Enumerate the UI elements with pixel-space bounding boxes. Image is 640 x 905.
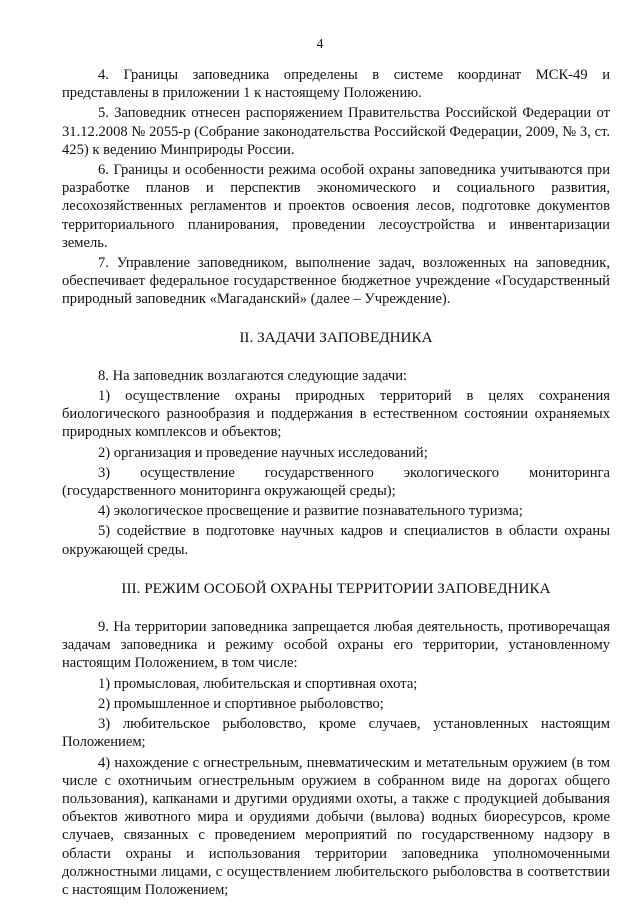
prohibition-item-4: 4) нахождение с огнестрельным, пневматическим и метательным оружием (в том числе с охотничьим огнестрельным оружием в собранном виде на дорогах общего пользования), капканами и другими орудиями охоты, а также с продукцией добывания объектов животного мира и орудиями добычи (вылова) водных биоресурсов, кроме случаев, связанных с проведением мероприятий по государственному надзору в области охраны и использования территории заповедника уполномоченными должностными лицами, с осуществлением любительского рыболовства в соответствии с настоящим Положением; — [62, 754, 610, 898]
task-item-3: 3) осуществление государственного экологического мониторинга (государственного мониторинга окружающей среды); — [62, 464, 610, 500]
prohibition-item-3: 3) любительское рыболовство, кроме случаев, установленных настоящим Положением; — [62, 716, 610, 751]
paragraph-6: 6. Границы и особенности режима особой охраны заповедника учитываются при разработке планов и перспектив экономического и социального развития, лесохозяйственных регламентов и проектов освоения лесов, подготовке документов территориального планирования, проведении лесоустройства и инвентаризации земель. — [62, 162, 610, 251]
document-body — [62, 66, 610, 901]
paragraph-9: 9. На территории заповедника запрещается любая деятельность, противоречащая задачам заповедника и режиму особой охраны его территории, установленному настоящим Положением, в том числе: — [62, 619, 610, 672]
prohibition-item-1: 1) промысловая, любительская и спортивная охота; — [98, 675, 418, 692]
section-heading-2: II. ЗАДАЧИ ЗАПОВЕДНИКА — [239, 328, 433, 346]
task-item-5: 5) содействие в подготовке научных кадров и специалистов в области охраны окружающей среды. — [62, 523, 610, 558]
paragraph-8: 8. На заповедник возлагаются следующие задачи: — [98, 367, 408, 384]
section-heading-3: III. РЕЖИМ ОСОБОЙ ОХРАНЫ ТЕРРИТОРИИ ЗАПОВЕДНИКА — [121, 579, 551, 597]
page-number: 4 — [316, 36, 324, 51]
paragraph-7: 7. Управление заповедником, выполнение задач, возложенных на заповедник, обеспечивает федеральное государственное бюджетное учреждение «Государственный природный заповедник «Магаданский» (далее – Учреждение). — [62, 255, 610, 308]
paragraph-4: 4. Границы заповедника определены в системе координат МСК-49 и представлены в приложении 1 к настоящему Положению. — [62, 67, 610, 102]
prohibition-item-2: 2) промышленное и спортивное рыболовство; — [98, 695, 384, 712]
task-item-1: 1) осуществление охраны природных территорий в целях сохранения биологического разнообразия и поддержания в естественном состоянии охраняемых природных комплексов и объектов; — [62, 388, 610, 441]
task-item-2: 2) организация и проведение научных исследований; — [98, 444, 428, 461]
paragraph-5: 5. Заповедник отнесен распоряжением Правительства Российской Федерации от 31.12.2008 № 2055-р (Собрание законодательства Российской Федерации, 2009, № 3, ст. 425) к ведению Минприроды России. — [62, 105, 610, 158]
task-item-4: 4) экологическое просвещение и развитие познавательного туризма; — [98, 503, 523, 520]
